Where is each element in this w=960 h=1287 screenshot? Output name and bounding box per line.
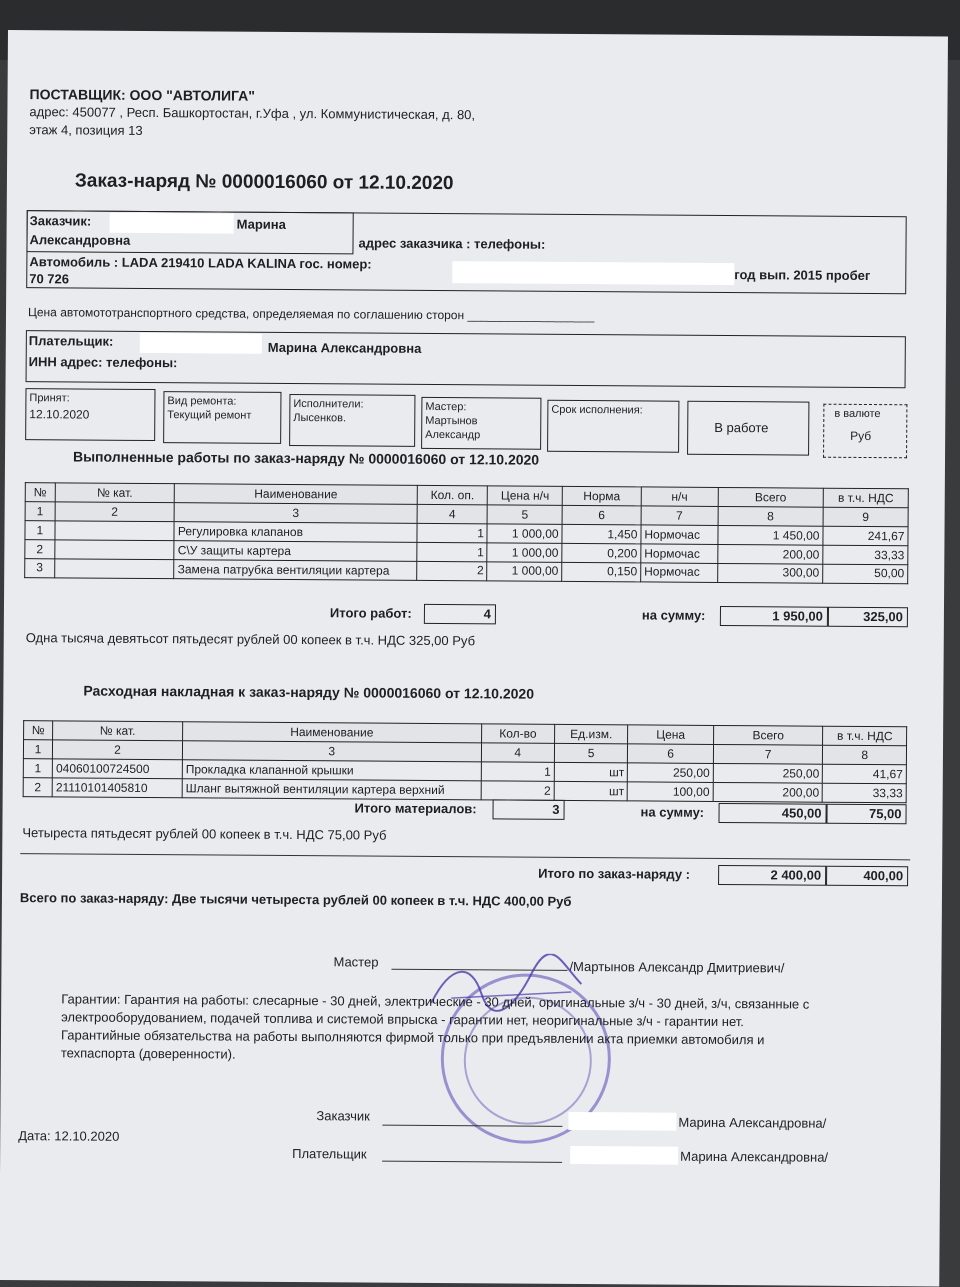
price-note: Цена автомототранспортного средства, определяемая по соглашению сторон ___________________ bbox=[27, 305, 595, 324]
cell-norm: 1,450 bbox=[562, 524, 641, 544]
payer-sign-label: Плательщик bbox=[292, 1146, 367, 1162]
works-number-cell: 2 bbox=[55, 502, 175, 522]
materials-number-cell: 2 bbox=[53, 740, 183, 760]
document-title: Заказ-наряд № 0000016060 от 12.10.2020 bbox=[74, 170, 454, 195]
accepted-label: Принят: bbox=[29, 392, 70, 405]
materials-number-cell: 4 bbox=[481, 743, 555, 763]
master-name2: Александр bbox=[425, 428, 481, 442]
cell-qty: 2 bbox=[417, 561, 488, 580]
materials-header-cell: № кат. bbox=[53, 721, 183, 741]
warranty-text: Гарантии: Гарантия на работы: слесарные - 30 дней, электрические - 30 дней, оригинальные з/ч - 30 дней, з/ч, связанные с электрооборудованием, подачей топлива и системой впрыска - гарантии нет, неоригинальные з/ч - гарантии нет. Гарантийные обязательства на работы выполняются фирмой только при предъявлении акта приемки автомобиля и техпаспорта (доверенности). bbox=[60, 991, 810, 1062]
materials-header-cell: Цена bbox=[628, 725, 714, 745]
cell-unit: шт bbox=[554, 762, 628, 782]
works-header-cell: в т.ч. НДС bbox=[823, 488, 908, 508]
redaction bbox=[570, 1146, 678, 1165]
car-mileage-value: 70 726 bbox=[29, 271, 70, 287]
status-box bbox=[687, 401, 809, 456]
works-number-cell: 9 bbox=[823, 507, 908, 527]
cell-total: 250,00 bbox=[713, 763, 823, 783]
works-number-cell: 3 bbox=[174, 503, 417, 524]
materials-sum-total: 450,00 bbox=[781, 805, 822, 821]
materials-number-cell: 8 bbox=[823, 745, 907, 765]
works-header-cell: Норма bbox=[562, 486, 641, 506]
works-total-label: Итого работ: bbox=[329, 605, 412, 621]
works-header-cell: Кол. оп. bbox=[417, 485, 488, 504]
cell-total: 200,00 bbox=[713, 782, 823, 802]
cell-no: 2 bbox=[25, 540, 55, 559]
works-header-cell: Наименование bbox=[175, 484, 418, 505]
materials-total-count-box bbox=[493, 799, 565, 820]
works-number-cell: 1 bbox=[25, 502, 55, 521]
materials-header-cell: Ед.изм. bbox=[555, 724, 629, 744]
document-date: Дата: 12.10.2020 bbox=[18, 1128, 120, 1144]
grand-total-box bbox=[718, 865, 826, 886]
grand-words: Всего по заказ-наряду: Две тысячи четыреста рублей 00 копеек в т.ч. НДС 400,00 Руб bbox=[19, 890, 572, 909]
car-year-mileage: год вып. 2015 пробег bbox=[734, 267, 871, 284]
works-header-cell: № bbox=[25, 483, 55, 502]
cell-norm: 0,150 bbox=[562, 562, 641, 582]
materials-sum-vat: 75,00 bbox=[868, 806, 902, 822]
cell-price: 100,00 bbox=[628, 782, 714, 802]
cell-unit: шт bbox=[554, 781, 628, 801]
works-title: Выполненные работы по заказ-наряду № 0000016060 от 12.10.2020 bbox=[72, 448, 540, 468]
accepted-date: 12.10.2020 bbox=[29, 407, 90, 422]
cell-total: 200,00 bbox=[717, 544, 823, 564]
materials-header-cell: Кол-во bbox=[481, 724, 555, 744]
cell-unit: Нормочас bbox=[641, 563, 718, 583]
customer-sign-label: Заказчик bbox=[316, 1108, 370, 1124]
supplier-line1: ПОСТАВЩИК: ООО "АВТОЛИГА" bbox=[29, 86, 255, 104]
deadline-label: Срок исполнения: bbox=[551, 403, 643, 417]
payer-sign-name: Марина Александровна/ bbox=[680, 1148, 829, 1165]
payer-sign-line bbox=[382, 1161, 562, 1163]
works-number-cell: 7 bbox=[641, 506, 718, 526]
materials-title: Расходная накладная к заказ-наряду № 0000016060 от 12.10.2020 bbox=[83, 682, 535, 702]
cell-name: С\У защиты картера bbox=[174, 541, 417, 562]
grand-total-label: Итого по заказ-наряду : bbox=[538, 865, 691, 882]
customer-name-part2: Александровна bbox=[29, 232, 131, 248]
currency-value: Руб bbox=[850, 428, 872, 444]
executors: Лысенков. bbox=[293, 412, 347, 425]
executors-box bbox=[289, 394, 415, 447]
payer-name: Марина Александровна bbox=[267, 339, 422, 356]
works-total-count: 4 bbox=[483, 606, 491, 622]
cell-no: 3 bbox=[25, 559, 55, 578]
repair-type: Текущий ремонт bbox=[167, 409, 252, 422]
cell-qty: 1 bbox=[417, 523, 488, 542]
materials-total-label: Итого материалов: bbox=[354, 800, 477, 817]
currency-box bbox=[823, 404, 907, 459]
works-number-cell: 4 bbox=[417, 504, 488, 523]
deadline-box bbox=[547, 400, 679, 453]
works-vat-box bbox=[828, 607, 908, 628]
grand-vat-box bbox=[826, 866, 908, 887]
customer-sign-line bbox=[382, 1125, 562, 1127]
payer-label: Плательщик: bbox=[28, 333, 114, 349]
cell-cat bbox=[54, 540, 174, 560]
redaction bbox=[568, 1112, 676, 1131]
grand-vat: 400,00 bbox=[863, 867, 904, 884]
cell-cat bbox=[55, 521, 175, 541]
cell-name: Шланг вытяжной вентиляции картера верхний bbox=[182, 779, 481, 800]
cell-cat: 21110101405810 bbox=[52, 778, 182, 798]
works-header-cell: № кат. bbox=[55, 483, 175, 503]
accepted-box bbox=[25, 388, 155, 441]
cell-vat: 33,33 bbox=[823, 783, 907, 803]
cell-norm: 0,200 bbox=[562, 543, 641, 563]
cell-unit: Нормочас bbox=[641, 525, 718, 545]
cell-price: 250,00 bbox=[628, 763, 714, 783]
supplier-line2: адрес: 450077 , Респ. Башкортостан, г.Уфа , ул. Коммунистическая, д. 80, bbox=[29, 104, 476, 123]
works-table bbox=[24, 482, 909, 584]
redaction bbox=[452, 261, 734, 285]
cell-price: 1 000,00 bbox=[487, 543, 562, 563]
cell-cat: 04060100724500 bbox=[52, 759, 182, 779]
executors-label: Исполнители: bbox=[293, 398, 364, 411]
cell-price: 1 000,00 bbox=[487, 562, 562, 582]
grand-total: 2 400,00 bbox=[770, 867, 822, 883]
materials-number-cell: 3 bbox=[182, 741, 481, 762]
works-header-cell: н/ч bbox=[641, 487, 718, 507]
works-number-cell: 5 bbox=[488, 505, 563, 525]
cell-price: 1 000,00 bbox=[487, 524, 562, 544]
cell-name: Регулировка клапанов bbox=[174, 522, 417, 543]
cell-qty: 1 bbox=[481, 762, 555, 782]
customer-label: Заказчик: bbox=[29, 213, 92, 229]
document-page bbox=[0, 30, 948, 1287]
cell-vat: 241,67 bbox=[823, 526, 908, 546]
customer-sign-name: Марина Александровна/ bbox=[678, 1114, 827, 1131]
materials-table bbox=[23, 720, 908, 803]
cell-qty: 1 bbox=[417, 542, 488, 561]
cell-no: 1 bbox=[23, 759, 52, 778]
redaction bbox=[110, 213, 234, 234]
payer-inn-line: ИНН адрес: телефоны: bbox=[28, 354, 178, 371]
repair-type-label: Вид ремонта: bbox=[167, 395, 237, 408]
materials-header-cell: в т.ч. НДС bbox=[823, 726, 907, 746]
cell-name: Прокладка клапанной крышки bbox=[182, 760, 481, 781]
divider bbox=[20, 853, 910, 860]
master-sign-label: Мастер bbox=[333, 954, 379, 970]
redaction bbox=[140, 333, 262, 354]
works-header-cell: Цена н/ч bbox=[488, 486, 563, 506]
currency-label: в валюте bbox=[834, 407, 881, 421]
master-sign-name: /Мартынов Александр Дмитриевич/ bbox=[569, 958, 785, 976]
cell-no: 1 bbox=[25, 521, 55, 540]
works-number-cell: 8 bbox=[718, 506, 824, 526]
cell-total: 300,00 bbox=[717, 563, 823, 583]
materials-sum-label: на сумму: bbox=[640, 804, 705, 820]
supplier-line3: этаж 4, позиция 13 bbox=[29, 122, 143, 138]
status-value: В работе bbox=[714, 419, 769, 436]
works-header-cell: Всего bbox=[718, 487, 824, 507]
materials-number-cell: 6 bbox=[628, 744, 714, 764]
cell-vat: 41,67 bbox=[823, 764, 907, 784]
works-sum-total: 1 950,00 bbox=[772, 608, 823, 624]
works-sum-vat: 325,00 bbox=[863, 608, 903, 625]
repair-type-box bbox=[163, 391, 281, 444]
cell-name: Замена патрубка вентиляции картера bbox=[174, 560, 417, 581]
cell-no: 2 bbox=[23, 778, 52, 797]
materials-sum-box bbox=[718, 803, 826, 824]
master-label: Мастер: bbox=[425, 400, 467, 414]
works-number-cell: 6 bbox=[562, 505, 641, 525]
materials-number-cell: 7 bbox=[713, 744, 823, 764]
cell-unit: Нормочас bbox=[641, 544, 718, 564]
works-sum-box bbox=[720, 606, 828, 627]
cell-vat: 50,00 bbox=[823, 564, 908, 584]
cell-cat bbox=[54, 559, 174, 579]
works-words: Одна тысяча девятьсот пятьдесят рублей 00 копеек в т.ч. НДС 325,00 Руб bbox=[25, 630, 476, 649]
master-name1: Мартынов bbox=[425, 414, 478, 428]
materials-header-cell: Наименование bbox=[182, 722, 481, 743]
customer-name-part: Марина bbox=[236, 216, 286, 232]
master-box bbox=[421, 397, 541, 450]
materials-total-count: 3 bbox=[552, 801, 560, 817]
works-sum-label: на сумму: bbox=[641, 607, 706, 623]
car-info: Автомобиль : LADA 219410 LADA KALINA гос. номер: bbox=[29, 254, 372, 272]
materials-words: Четыреста пятьдесят рублей 00 копеек в т.ч. НДС 75,00 Руб bbox=[22, 825, 387, 843]
materials-header-cell: Всего bbox=[713, 725, 823, 745]
materials-number-cell: 1 bbox=[23, 740, 52, 759]
works-total-count-box bbox=[424, 604, 496, 625]
cell-total: 1 450,00 bbox=[718, 525, 824, 545]
cell-qty: 2 bbox=[481, 781, 555, 801]
materials-vat-box bbox=[826, 804, 906, 825]
materials-header-cell: № bbox=[24, 721, 53, 740]
cell-vat: 33,33 bbox=[823, 545, 908, 565]
materials-number-cell: 5 bbox=[554, 743, 628, 763]
customer-address-phones: адрес заказчика : телефоны: bbox=[358, 235, 546, 252]
